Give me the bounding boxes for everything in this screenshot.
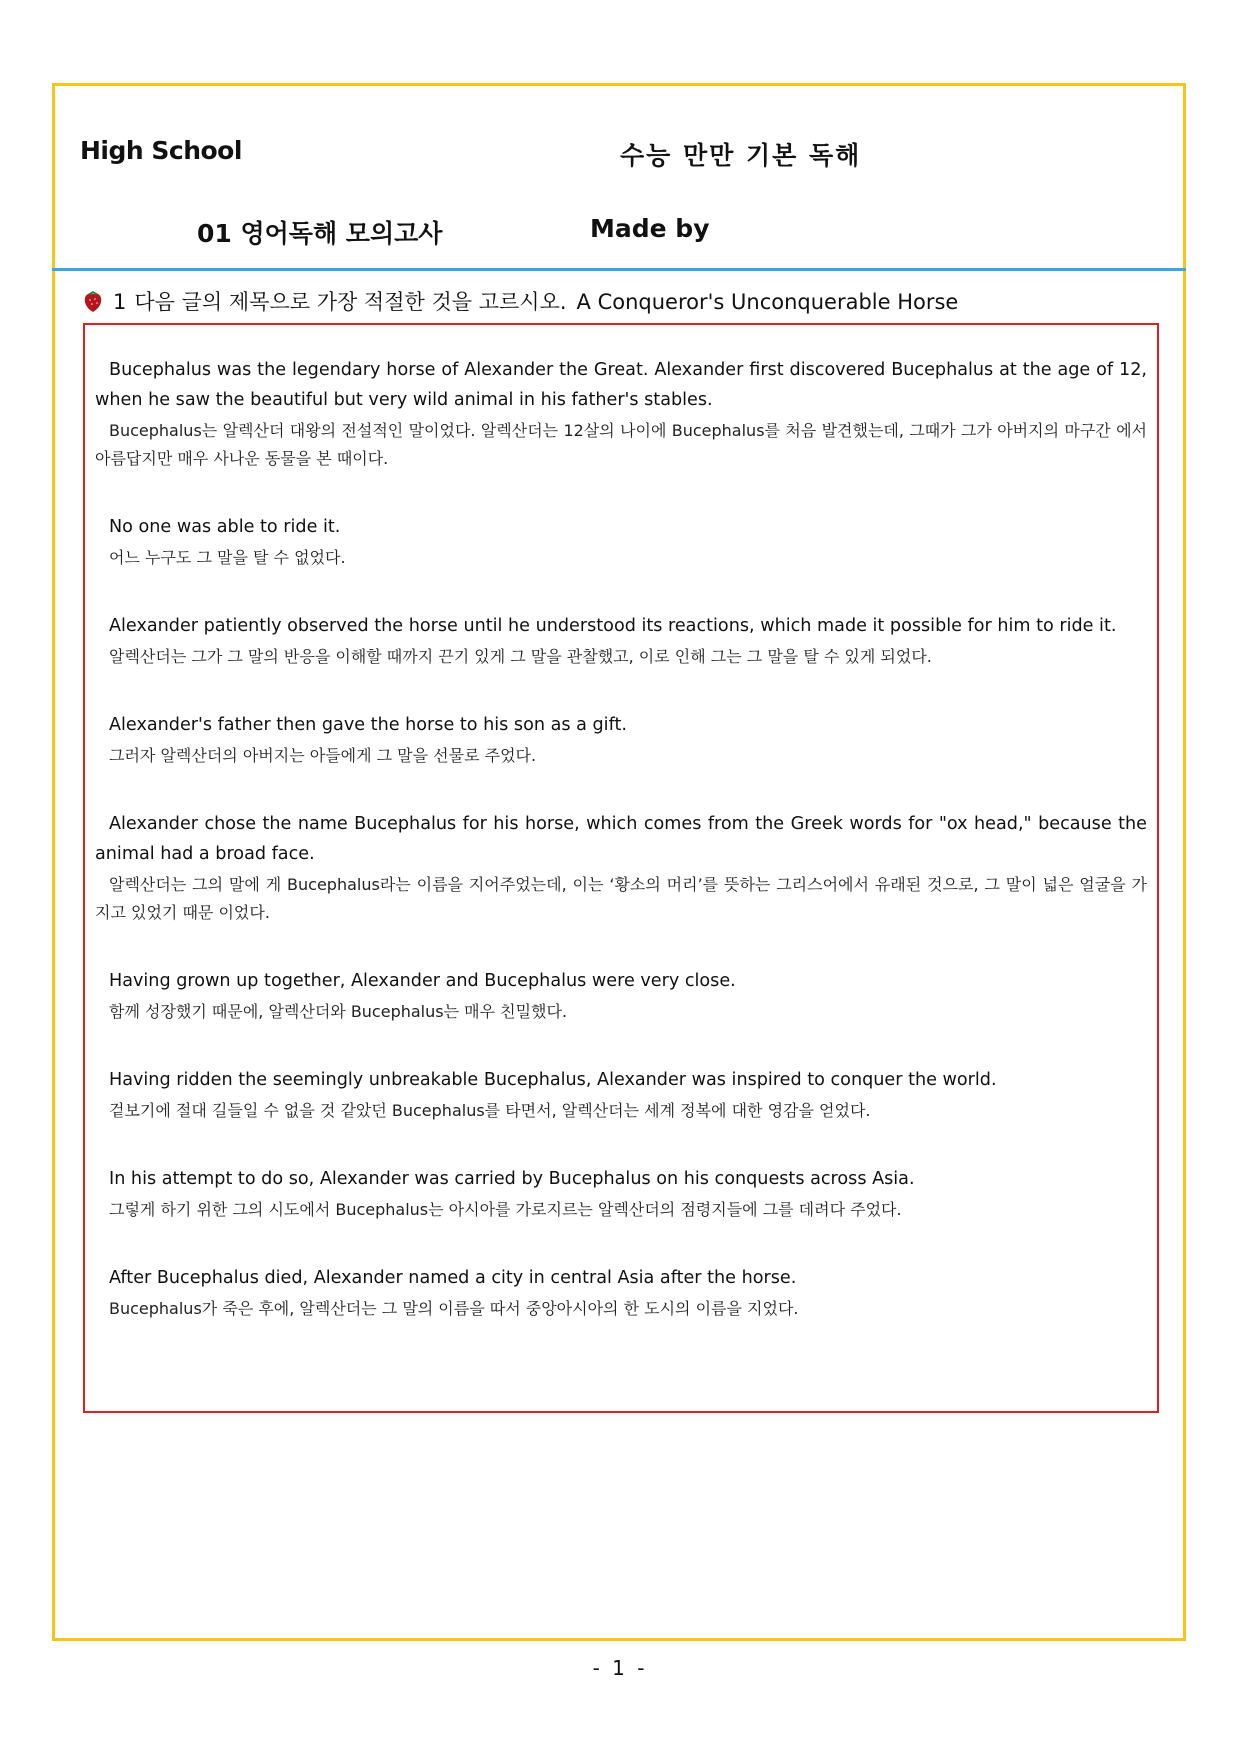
header-divider (52, 268, 1186, 271)
question-prompt: 다음 글의 제목으로 가장 적절한 것을 고르시오. (134, 290, 567, 314)
korean-translation: 알렉산더는 그의 말에 게 Bucephalus라는 이름을 지어주었는데, 이는 ‘황소의 머리’를 뜻하는 그리스어에서 유래된 것으로, 그 말이 넓은 얼굴을 가지고 있었기 때문 이었다. (95, 875, 1147, 922)
paragraph (95, 355, 1147, 473)
korean-translation: 어느 누구도 그 말을 탈 수 없었다. (109, 548, 346, 567)
korean-translation: Bucephalus가 죽은 후에, 알렉산더는 그 말의 이름을 따서 중앙아시아의 한 도시의 이름을 지었다. (109, 1299, 799, 1318)
paragraph (95, 809, 1147, 927)
paragraph (95, 1263, 1147, 1323)
page-number: - 1 - (592, 1656, 648, 1680)
paragraph (95, 1164, 1147, 1224)
passage-title: A Conqueror's Unconquerable Horse (576, 290, 959, 314)
korean-translation: 함께 성장했기 때문에, 알렉산더와 Bucephalus는 매우 친밀했다. (109, 1002, 568, 1021)
author-label: Made by (590, 214, 710, 243)
korean-translation: Bucephalus는 알렉산더 대왕의 전설적인 말이었다. 알렉산더는 12살의 나이에 Bucephalus를 처음 발견했는데, 그때가 그가 아버지의 마구간 에서 아름답지만 매우 사나운 동물을 본 때이다. (95, 421, 1147, 468)
english-sentence: In his attempt to do so, Alexander was carried by Bucephalus on his conquests across Asia. (109, 1169, 915, 1189)
series-title: 수능 만만 기본 독해 (620, 141, 862, 170)
paragraph (95, 1065, 1147, 1125)
worksheet-header (55, 86, 1183, 268)
korean-translation: 알렉산더는 그가 그 말의 반응을 이해할 때까지 끈기 있게 그 말을 관찰했고, 이로 인해 그는 그 말을 탈 수 있게 되었다. (109, 647, 932, 666)
korean-translation: 겉보기에 절대 길들일 수 없을 것 같았던 Bucephalus를 타면서, 알렉산더는 세계 정복에 대한 영감을 얻었다. (109, 1101, 871, 1120)
passage-box (83, 323, 1159, 1413)
english-sentence: Alexander's father then gave the horse to his son as a gift. (109, 715, 627, 735)
school-label: High School (80, 136, 242, 165)
english-sentence: Having ridden the seemingly unbreakable Bucephalus, Alexander was inspired to conquer the world. (109, 1070, 997, 1090)
english-sentence: After Bucephalus died, Alexander named a city in central Asia after the horse. (109, 1268, 797, 1288)
korean-translation: 그렇게 하기 위한 그의 시도에서 Bucephalus는 아시아를 가로지르는 알렉산더의 점령지들에 그를 데려다 주었다. (109, 1200, 902, 1219)
question-number: 1 (113, 290, 127, 314)
english-sentence: Having grown up together, Alexander and Bucephalus were very close. (109, 971, 736, 991)
page-frame (52, 83, 1186, 1641)
paragraph (95, 966, 1147, 1026)
english-sentence: Bucephalus was the legendary horse of Alexander the Great. Alexander first discovered Bucephalus at the age of 12, when he saw the beautiful but very wild animal in his father's stables. (95, 360, 1147, 410)
english-sentence: No one was able to ride it. (109, 517, 341, 537)
unit-title: 01 영어독해 모의고사 (197, 219, 443, 248)
korean-translation: 그러자 알렉산더의 아버지는 아들에게 그 말을 선물로 주었다. (109, 746, 537, 765)
strawberry-icon (83, 289, 103, 318)
paragraph (95, 710, 1147, 770)
paragraph (95, 611, 1147, 671)
paragraph (95, 512, 1147, 572)
english-sentence: Alexander patiently observed the horse until he understood its reactions, which made it possible for him to ride it. (109, 616, 1117, 636)
english-sentence: Alexander chose the name Bucephalus for his horse, which comes from the Greek words for "ox head," because the animal had a broad face. (95, 814, 1147, 864)
question-heading (83, 286, 958, 318)
